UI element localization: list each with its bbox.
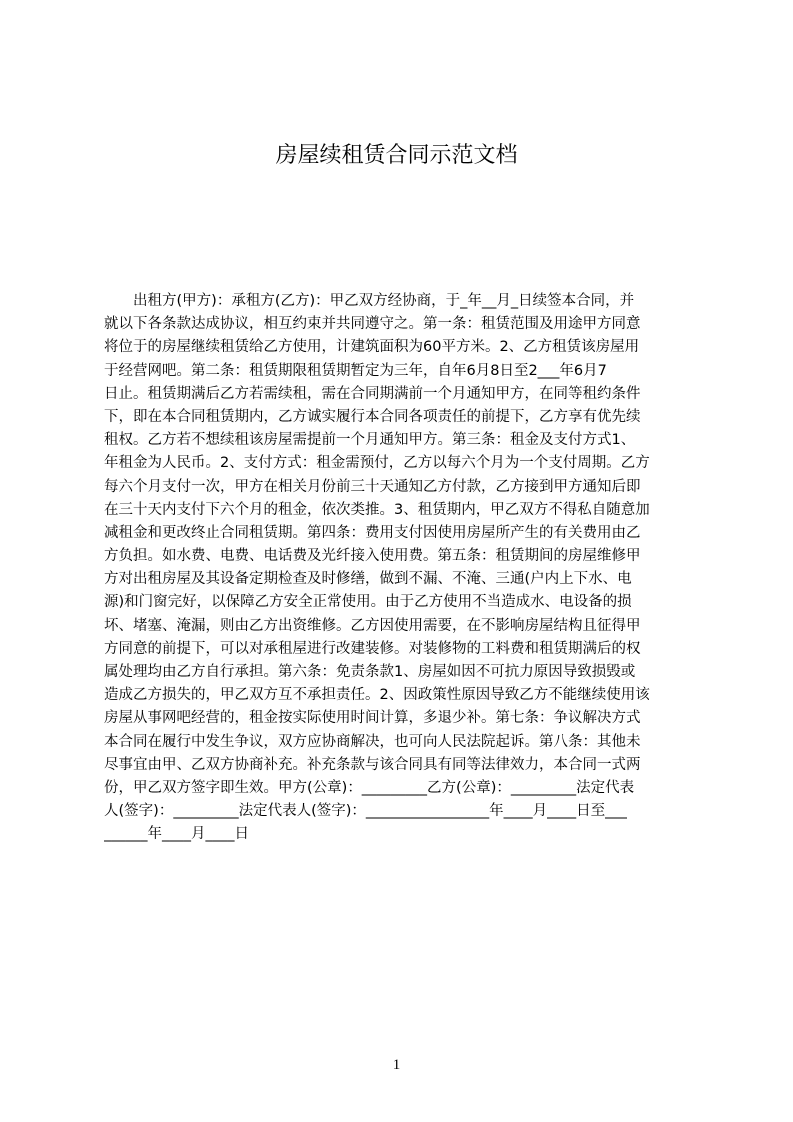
body-line: 属处理均由乙方自行承担。第六条：免责条款1、房屋如因不可抗力原因导致损毁或	[104, 664, 636, 680]
body-line: 方负担。如水费、电费、电话费及光纤接入使用费。第五条：租赁期间的房屋维修甲	[104, 548, 641, 565]
body-line: 租权。乙方若不想续租该房屋需提前一个月通知甲方。第三条：租金及支付方式1、	[104, 432, 636, 449]
body-line: 房屋从事网吧经营的，租金按实际使用时间计算，多退少补。第七条：争议解决方式	[104, 710, 641, 727]
body-line: 将位于的房屋继续租赁给乙方使用，计建筑面积为60平方米。2、乙方租赁该房屋用	[104, 339, 640, 356]
body-line: 源)和门窗完好，以保障乙方安全正常使用。由于乙方使用不当造成水、电设备的损	[104, 594, 632, 611]
body-line: 在三十天内支付下六个月的租金，依次类推。3、租赁期内，甲乙双方不得私自随意加	[104, 501, 650, 518]
body-line: 于经营网吧。第二条：租赁期限租赁期暂定为三年，自年6月8日至2___年6月7	[104, 362, 607, 379]
body-line: 减租金和更改终止合同租赁期。第四条：费用支付因使用房屋所产生的有关费用由乙	[104, 524, 641, 541]
body-line: 方对出租房屋及其设备定期检查及时修缮，做到不漏、不淹、三通(户内上下水、电	[104, 571, 632, 588]
body-line: 造成乙方损失的，甲乙双方互不承担责任。2、因政策性原因导致乙方不能继续使用该	[104, 687, 650, 704]
body-line: 坏、堵塞、淹漏，则由乙方出资维修。乙方因使用需要，在不影响房屋结构且征得甲	[104, 617, 641, 634]
contract-body	[104, 290, 696, 847]
body-line: 份，甲乙双方签字即生效。甲方(公章)：_________乙方(公章)：_________法定代表	[104, 779, 635, 796]
body-line: 出租方(甲方)：承租方(乙方)：甲乙双方经协商，于_年__月_日续签本合同，并	[104, 293, 635, 309]
body-line: 本合同在履行中发生争议，双方应协商解决，也可向人民法院起诉。第八条：其他未	[104, 733, 641, 750]
body-line: 年租金为人民币。2、支付方式：租金需预付，乙方以每六个月为一个支付周期。乙方	[104, 455, 650, 472]
page-number: 1	[392, 1057, 401, 1073]
body-line: 方同意的前提下，可以对承租屋进行改建装修。对装修物的工料费和租赁期满后的权	[104, 640, 641, 657]
document-title: 房屋续租赁合同示范文档	[275, 143, 518, 168]
body-line: 下，即在本合同租赁期内，乙方诚实履行本合同各项责任的前提下，乙方享有优先续	[104, 408, 641, 425]
body-line: 人(签字)：_________法定代表人(签字)：_________________年____月____日至___	[104, 803, 627, 820]
body-line: ______年____月____日	[104, 826, 249, 843]
body-line: 日止。租赁期满后乙方若需续租，需在合同期满前一个月通知甲方，在同等租约条件	[104, 385, 641, 402]
body-line: 尽事宜由甲、乙双方协商补充。补充条款与该合同具有同等法律效力，本合同一式两	[104, 756, 641, 773]
body-line: 就以下各条款达成协议，相互约束并共同遵守之。第一条：租赁范围及用途甲方同意	[104, 316, 641, 333]
body-line: 每六个月支付一次，甲方在相关月份前三十天通知乙方付款，乙方接到甲方通知后即	[104, 478, 641, 495]
